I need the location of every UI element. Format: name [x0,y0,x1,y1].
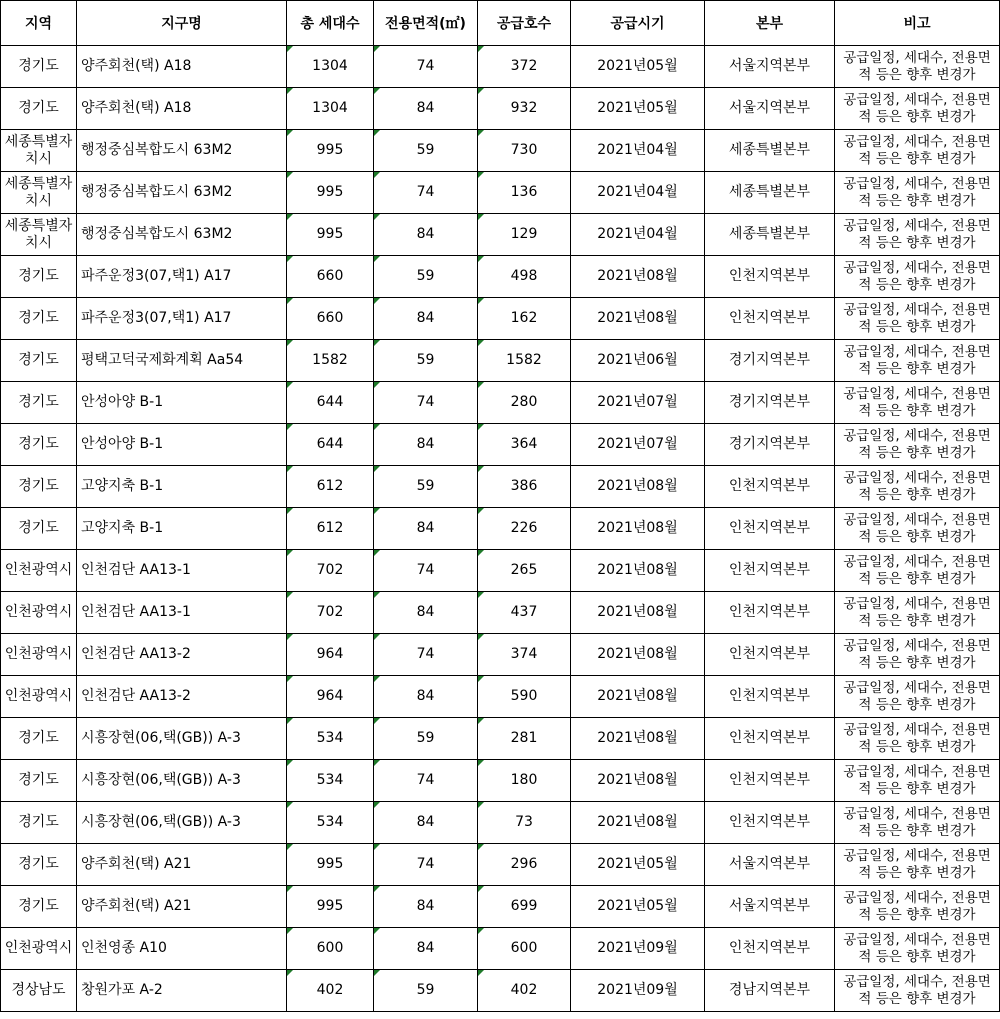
cell-exclusive-area: 74 [374,382,478,424]
cell-district: 양주회천(택) A18 [77,88,287,130]
table-row [1,592,1000,634]
cell-supply-date: 2021년05월 [571,46,705,88]
cell-region: 경기도 [1,298,77,340]
cell-exclusive-area: 84 [374,88,478,130]
cell-branch: 세종특별본부 [705,172,835,214]
cell-exclusive-area: 59 [374,130,478,172]
cell-remarks: 공급일정, 세대수, 전용면적 등은 향후 변경가 [835,46,1000,88]
cell-remarks: 공급일정, 세대수, 전용면적 등은 향후 변경가 [835,382,1000,424]
cell-branch: 서울지역본부 [705,88,835,130]
cell-exclusive-area: 84 [374,214,478,256]
cell-supply-units: 730 [478,130,571,172]
cell-supply-units: 136 [478,172,571,214]
header-remarks: 비고 [835,1,1000,46]
table-row [1,802,1000,844]
cell-remarks: 공급일정, 세대수, 전용면적 등은 향후 변경가 [835,172,1000,214]
cell-branch: 경기지역본부 [705,382,835,424]
cell-total-households: 600 [287,928,374,970]
cell-supply-units: 129 [478,214,571,256]
cell-region: 경기도 [1,886,77,928]
cell-supply-units: 265 [478,550,571,592]
cell-exclusive-area: 59 [374,340,478,382]
table-row [1,46,1000,88]
cell-total-households: 402 [287,970,374,1012]
cell-district: 고양지축 B-1 [77,508,287,550]
cell-branch: 인천지역본부 [705,508,835,550]
table-row [1,298,1000,340]
cell-supply-date: 2021년08월 [571,466,705,508]
cell-exclusive-area: 84 [374,424,478,466]
cell-branch: 서울지역본부 [705,844,835,886]
cell-region: 경기도 [1,760,77,802]
cell-exclusive-area: 74 [374,172,478,214]
table-row [1,382,1000,424]
table-row [1,718,1000,760]
cell-total-households: 534 [287,718,374,760]
cell-district: 시흥장현(06,택(GB)) A-3 [77,718,287,760]
cell-supply-date: 2021년09월 [571,928,705,970]
cell-supply-units: 296 [478,844,571,886]
cell-branch: 인천지역본부 [705,676,835,718]
cell-remarks: 공급일정, 세대수, 전용면적 등은 향후 변경가 [835,340,1000,382]
cell-region: 세종특별자치시 [1,130,77,172]
table-row [1,424,1000,466]
cell-supply-date: 2021년08월 [571,634,705,676]
cell-branch: 서울지역본부 [705,46,835,88]
cell-district: 파주운정3(07,택1) A17 [77,298,287,340]
cell-supply-date: 2021년07월 [571,382,705,424]
cell-supply-date: 2021년05월 [571,88,705,130]
cell-region: 경기도 [1,802,77,844]
cell-supply-date: 2021년08월 [571,508,705,550]
cell-branch: 인천지역본부 [705,592,835,634]
cell-total-households: 644 [287,424,374,466]
cell-remarks: 공급일정, 세대수, 전용면적 등은 향후 변경가 [835,634,1000,676]
table-row [1,130,1000,172]
cell-district: 인천영종 A10 [77,928,287,970]
cell-supply-units: 374 [478,634,571,676]
cell-remarks: 공급일정, 세대수, 전용면적 등은 향후 변경가 [835,844,1000,886]
cell-exclusive-area: 74 [374,760,478,802]
header-region: 지역 [1,1,77,46]
cell-total-households: 995 [287,130,374,172]
table-row [1,970,1000,1012]
table-row [1,634,1000,676]
cell-branch: 인천지역본부 [705,928,835,970]
cell-total-households: 1304 [287,88,374,130]
cell-branch: 인천지역본부 [705,634,835,676]
cell-district: 시흥장현(06,택(GB)) A-3 [77,760,287,802]
table-row [1,844,1000,886]
cell-remarks: 공급일정, 세대수, 전용면적 등은 향후 변경가 [835,802,1000,844]
header-district: 지구명 [77,1,287,46]
cell-region: 인천광역시 [1,928,77,970]
cell-remarks: 공급일정, 세대수, 전용면적 등은 향후 변경가 [835,970,1000,1012]
cell-region: 경기도 [1,88,77,130]
cell-exclusive-area: 84 [374,676,478,718]
cell-district: 양주회천(택) A18 [77,46,287,88]
cell-supply-date: 2021년08월 [571,718,705,760]
cell-district: 파주운정3(07,택1) A17 [77,256,287,298]
cell-district: 양주회천(택) A21 [77,844,287,886]
cell-supply-units: 437 [478,592,571,634]
cell-total-households: 964 [287,634,374,676]
cell-region: 경상남도 [1,970,77,1012]
cell-branch: 인천지역본부 [705,256,835,298]
cell-branch: 인천지역본부 [705,760,835,802]
cell-region: 경기도 [1,718,77,760]
cell-region: 경기도 [1,256,77,298]
cell-remarks: 공급일정, 세대수, 전용면적 등은 향후 변경가 [835,550,1000,592]
table-row [1,172,1000,214]
cell-supply-units: 498 [478,256,571,298]
cell-supply-date: 2021년08월 [571,256,705,298]
cell-district: 행정중심복합도시 63M2 [77,172,287,214]
cell-branch: 인천지역본부 [705,466,835,508]
cell-district: 창원가포 A-2 [77,970,287,1012]
table-row [1,214,1000,256]
cell-total-households: 660 [287,256,374,298]
cell-district: 인천검단 AA13-1 [77,592,287,634]
cell-exclusive-area: 74 [374,46,478,88]
cell-exclusive-area: 84 [374,508,478,550]
cell-district: 인천검단 AA13-2 [77,676,287,718]
cell-exclusive-area: 84 [374,298,478,340]
table-row [1,550,1000,592]
cell-exclusive-area: 59 [374,970,478,1012]
cell-supply-units: 226 [478,508,571,550]
cell-remarks: 공급일정, 세대수, 전용면적 등은 향후 변경가 [835,424,1000,466]
cell-district: 양주회천(택) A21 [77,886,287,928]
cell-supply-units: 1582 [478,340,571,382]
cell-supply-units: 386 [478,466,571,508]
header-branch: 본부 [705,1,835,46]
cell-region: 인천광역시 [1,592,77,634]
table-row [1,256,1000,298]
cell-exclusive-area: 59 [374,256,478,298]
cell-supply-date: 2021년08월 [571,550,705,592]
cell-region: 세종특별자치시 [1,172,77,214]
cell-supply-date: 2021년05월 [571,886,705,928]
cell-district: 고양지축 B-1 [77,466,287,508]
cell-branch: 세종특별본부 [705,214,835,256]
cell-remarks: 공급일정, 세대수, 전용면적 등은 향후 변경가 [835,466,1000,508]
cell-exclusive-area: 74 [374,550,478,592]
cell-supply-units: 402 [478,970,571,1012]
table-row [1,88,1000,130]
cell-region: 인천광역시 [1,676,77,718]
cell-supply-units: 280 [478,382,571,424]
cell-region: 경기도 [1,508,77,550]
cell-region: 경기도 [1,424,77,466]
cell-remarks: 공급일정, 세대수, 전용면적 등은 향후 변경가 [835,130,1000,172]
cell-remarks: 공급일정, 세대수, 전용면적 등은 향후 변경가 [835,592,1000,634]
cell-region: 인천광역시 [1,550,77,592]
cell-total-households: 644 [287,382,374,424]
cell-district: 인천검단 AA13-1 [77,550,287,592]
header-total-households: 총 세대수 [287,1,374,46]
cell-supply-units: 281 [478,718,571,760]
cell-total-households: 612 [287,508,374,550]
cell-supply-units: 180 [478,760,571,802]
cell-region: 세종특별자치시 [1,214,77,256]
cell-branch: 인천지역본부 [705,802,835,844]
cell-district: 인천검단 AA13-2 [77,634,287,676]
cell-total-households: 995 [287,886,374,928]
table-row [1,676,1000,718]
cell-supply-date: 2021년08월 [571,676,705,718]
cell-supply-date: 2021년04월 [571,172,705,214]
table-row [1,508,1000,550]
table-row [1,466,1000,508]
cell-region: 인천광역시 [1,634,77,676]
header-supply-date: 공급시기 [571,1,705,46]
cell-remarks: 공급일정, 세대수, 전용면적 등은 향후 변경가 [835,928,1000,970]
cell-branch: 인천지역본부 [705,298,835,340]
cell-total-households: 702 [287,592,374,634]
cell-supply-date: 2021년05월 [571,844,705,886]
cell-exclusive-area: 84 [374,592,478,634]
cell-remarks: 공급일정, 세대수, 전용면적 등은 향후 변경가 [835,298,1000,340]
cell-region: 경기도 [1,466,77,508]
cell-region: 경기도 [1,382,77,424]
cell-exclusive-area: 59 [374,466,478,508]
cell-supply-units: 590 [478,676,571,718]
cell-supply-date: 2021년08월 [571,760,705,802]
cell-exclusive-area: 84 [374,928,478,970]
cell-supply-units: 932 [478,88,571,130]
cell-branch: 서울지역본부 [705,886,835,928]
cell-branch: 경남지역본부 [705,970,835,1012]
cell-total-households: 1582 [287,340,374,382]
cell-supply-date: 2021년04월 [571,130,705,172]
cell-supply-units: 699 [478,886,571,928]
table-row [1,340,1000,382]
cell-branch: 경기지역본부 [705,340,835,382]
cell-region: 경기도 [1,844,77,886]
cell-supply-units: 600 [478,928,571,970]
cell-supply-date: 2021년08월 [571,298,705,340]
cell-supply-units: 162 [478,298,571,340]
cell-region: 경기도 [1,46,77,88]
cell-total-households: 534 [287,802,374,844]
cell-remarks: 공급일정, 세대수, 전용면적 등은 향후 변경가 [835,88,1000,130]
cell-exclusive-area: 59 [374,718,478,760]
cell-district: 시흥장현(06,택(GB)) A-3 [77,802,287,844]
cell-total-households: 612 [287,466,374,508]
cell-district: 평택고덕국제화계획 Aa54 [77,340,287,382]
table-row [1,928,1000,970]
table-row [1,760,1000,802]
cell-district: 안성아양 B-1 [77,424,287,466]
table-header [1,1,1000,46]
cell-district: 안성아양 B-1 [77,382,287,424]
cell-total-households: 660 [287,298,374,340]
cell-district: 행정중심복합도시 63M2 [77,130,287,172]
cell-branch: 경기지역본부 [705,424,835,466]
cell-exclusive-area: 74 [374,844,478,886]
cell-exclusive-area: 74 [374,634,478,676]
cell-remarks: 공급일정, 세대수, 전용면적 등은 향후 변경가 [835,676,1000,718]
cell-total-households: 995 [287,172,374,214]
cell-total-households: 534 [287,760,374,802]
cell-supply-date: 2021년04월 [571,214,705,256]
cell-supply-units: 364 [478,424,571,466]
cell-branch: 세종특별본부 [705,130,835,172]
header-row [1,1,1000,46]
cell-remarks: 공급일정, 세대수, 전용면적 등은 향후 변경가 [835,256,1000,298]
cell-total-households: 995 [287,214,374,256]
cell-remarks: 공급일정, 세대수, 전용면적 등은 향후 변경가 [835,508,1000,550]
cell-supply-date: 2021년06월 [571,340,705,382]
cell-remarks: 공급일정, 세대수, 전용면적 등은 향후 변경가 [835,760,1000,802]
cell-supply-date: 2021년07월 [571,424,705,466]
cell-region: 경기도 [1,340,77,382]
cell-exclusive-area: 84 [374,886,478,928]
cell-remarks: 공급일정, 세대수, 전용면적 등은 향후 변경가 [835,886,1000,928]
cell-supply-units: 73 [478,802,571,844]
table-body [1,46,1000,1012]
cell-total-households: 995 [287,844,374,886]
cell-supply-date: 2021년08월 [571,802,705,844]
header-exclusive-area: 전용면적(㎡) [374,1,478,46]
cell-supply-date: 2021년08월 [571,592,705,634]
cell-remarks: 공급일정, 세대수, 전용면적 등은 향후 변경가 [835,718,1000,760]
cell-total-households: 964 [287,676,374,718]
cell-supply-units: 372 [478,46,571,88]
cell-district: 행정중심복합도시 63M2 [77,214,287,256]
cell-total-households: 702 [287,550,374,592]
cell-supply-date: 2021년09월 [571,970,705,1012]
cell-remarks: 공급일정, 세대수, 전용면적 등은 향후 변경가 [835,214,1000,256]
table-row [1,886,1000,928]
cell-branch: 인천지역본부 [705,550,835,592]
cell-total-households: 1304 [287,46,374,88]
cell-branch: 인천지역본부 [705,718,835,760]
header-supply-units: 공급호수 [478,1,571,46]
cell-exclusive-area: 84 [374,802,478,844]
